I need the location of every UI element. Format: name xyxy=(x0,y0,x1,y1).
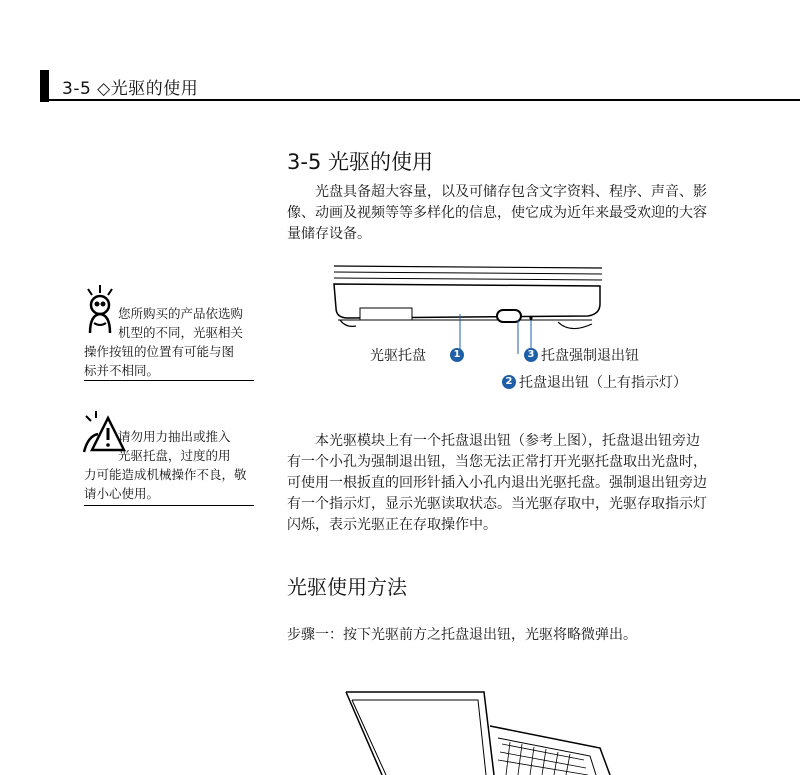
note-compatibility xyxy=(84,304,254,380)
label-eject-button: 托盘退出钮（上有指示灯） xyxy=(519,375,687,391)
running-header: 3-5 ◇光驱的使用 xyxy=(62,79,199,99)
note-line: 您所购买的产品依选购 xyxy=(118,306,244,321)
note-divider xyxy=(84,380,254,381)
header-marker-bar xyxy=(40,70,49,102)
note-divider xyxy=(84,505,254,506)
note-line: 标并不相同。 xyxy=(84,363,160,378)
section-title: 3-5 光驱的使用 xyxy=(287,150,433,174)
note-warning xyxy=(84,427,254,503)
label-force-eject: 托盘强制退出钮 xyxy=(541,348,639,364)
optical-drive-diagram xyxy=(330,262,610,354)
note-line: 请勿用力抽出或推入 xyxy=(118,429,231,444)
note-line: 请小心使用。 xyxy=(84,486,160,501)
callout-number-2: 2 xyxy=(502,375,516,389)
laptop-illustration xyxy=(330,686,630,775)
body-paragraph: 本光驱模块上有一个托盘退出钮（参考上图），托盘退出钮旁边有一个小孔为强制退出钮，当您无法正常打开光驱托盘取出光盘时，可使用一根扳直的回形针插入小孔内退出光驱托盘。强制退出钮旁边有一个指示灯，显示光驱读取状态。当光驱存取中，光驱存取指示灯闪烁，表示光驱正在存取操作中。 xyxy=(287,433,707,533)
header-rule xyxy=(49,99,800,101)
note-line: 操作按钮的位置有可能与图 xyxy=(84,344,235,359)
note-line: 机型的不同，光驱相关 xyxy=(118,325,244,340)
callout-number-1: 1 xyxy=(450,348,464,362)
note-line: 力可能造成机械操作不良，敬 xyxy=(84,467,247,482)
label-tray: 光驱托盘 xyxy=(370,348,426,364)
subsection-title: 光驱使用方法 xyxy=(287,575,407,599)
step-one: 步骤一：按下光驱前方之托盘退出钮，光驱将略微弹出。 xyxy=(287,627,637,643)
callout-number-3: 3 xyxy=(524,348,538,362)
intro-paragraph: 光盘具备超大容量，以及可储存包含文字资料、程序、声音、影像、动画及视频等等多样化的信息，使它成为近年来最受欢迎的大容量储存设备。 xyxy=(287,184,707,242)
note-line: 光驱托盘，过度的用 xyxy=(118,448,231,463)
